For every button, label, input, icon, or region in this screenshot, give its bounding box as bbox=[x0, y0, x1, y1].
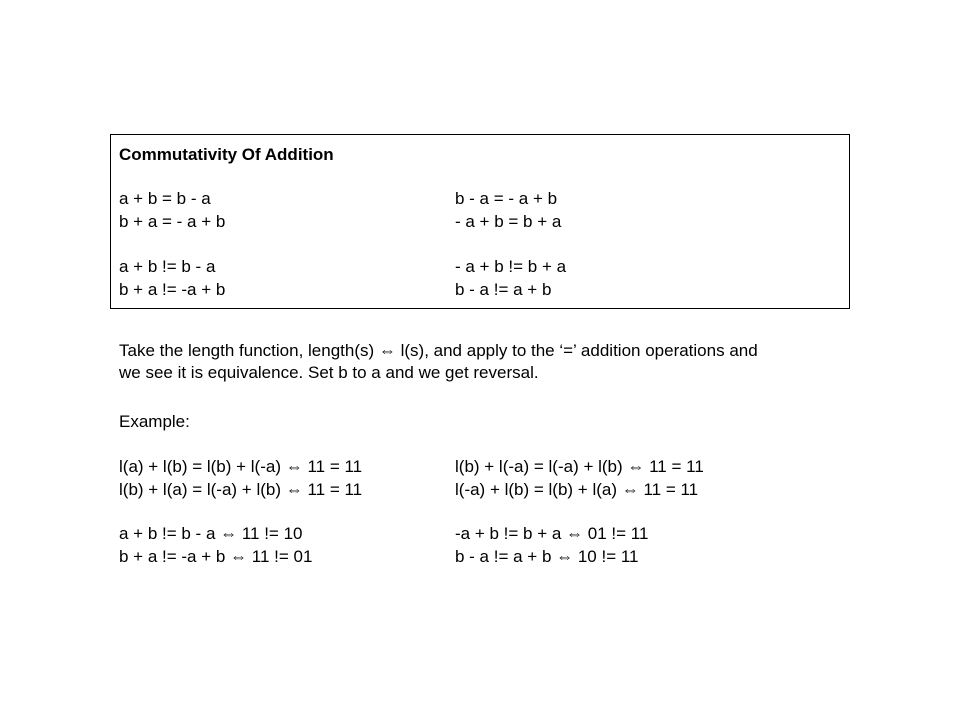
box-title: Commutativity Of Addition bbox=[119, 145, 334, 164]
example-equation: l(a) + l(b) = l(b) + l(-a) ⇔ 11 = 11 bbox=[119, 457, 363, 476]
example-equation: -a + b != b + a ⇔ 01 != 11 bbox=[455, 524, 649, 543]
example-label: Example: bbox=[119, 412, 190, 431]
equation: - a + b = b + a bbox=[455, 212, 562, 231]
paragraph-line: we see it is equivalence. Set b to a and we get reversal. bbox=[119, 363, 539, 382]
equation: b + a = - a + b bbox=[119, 212, 226, 231]
equation: b - a != a + b bbox=[455, 280, 552, 299]
equation: a + b != b - a bbox=[119, 257, 216, 276]
example-equation: l(-a) + l(b) = l(b) + l(a) ⇔ 11 = 11 bbox=[455, 480, 699, 499]
equation: b + a != -a + b bbox=[119, 280, 226, 299]
example-equation: l(b) + l(-a) = l(-a) + l(b) ⇔ 11 = 11 bbox=[455, 457, 704, 476]
example-equation: b - a != a + b ⇔ 10 != 11 bbox=[455, 547, 639, 566]
example-equation: l(b) + l(a) = l(-a) + l(b) ⇔ 11 = 11 bbox=[119, 480, 363, 499]
equation: b - a = - a + b bbox=[455, 189, 558, 208]
example-equation: b + a != -a + b ⇔ 11 != 01 bbox=[119, 547, 313, 566]
example-equation: a + b != b - a ⇔ 11 != 10 bbox=[119, 524, 303, 543]
paragraph-line: Take the length function, length(s) ⇔ l(s), and apply to the ‘=’ addition operations and bbox=[119, 341, 758, 360]
equation: a + b = b - a bbox=[119, 189, 211, 208]
equation: - a + b != b + a bbox=[455, 257, 567, 276]
